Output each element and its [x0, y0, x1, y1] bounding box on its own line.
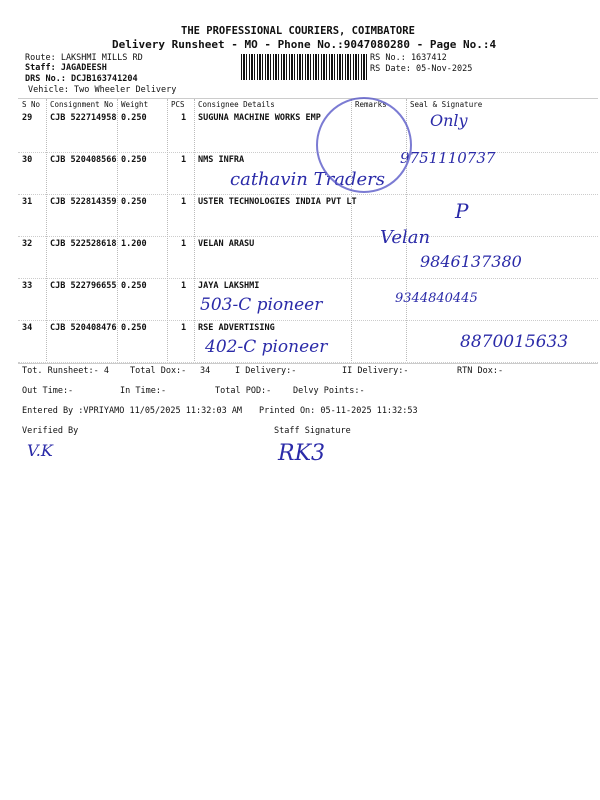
cell-weight: 0.250: [121, 323, 147, 333]
column-header: Consignee Details: [198, 100, 275, 109]
cell-weight: 0.250: [121, 197, 147, 207]
cell-consignee: RSE ADVERTISING: [198, 323, 275, 333]
handwritten-phone: 8870015633: [460, 332, 569, 352]
total-dox-label: Total Dox:-: [130, 366, 187, 376]
printed-on: Printed On: 05-11-2025 11:32:53: [259, 406, 418, 416]
column-header: PCS: [171, 100, 185, 109]
out-time: Out Time:-: [22, 386, 74, 396]
handwritten-note: Only: [430, 111, 468, 130]
cell-cn: CJB 522714958: [50, 113, 117, 123]
company-stamp: [316, 97, 412, 193]
handwritten-phone: 9846137380: [420, 252, 522, 271]
runsheet-title: Delivery Runsheet - MO - Phone No.:9047080280 - Page No.:4: [112, 38, 497, 51]
total-pod: Total POD:-: [215, 386, 272, 396]
staff-signature: RK3: [278, 441, 325, 466]
drs-number: DRS No.: DCJB163741204: [25, 74, 138, 84]
barcode: [241, 54, 367, 80]
staff-signature-label: Staff Signature: [274, 426, 351, 436]
handwritten-phone: 9344840445: [395, 291, 478, 306]
handwritten-note: cathavin Traders: [230, 169, 385, 190]
cell-weight: 0.250: [121, 281, 147, 291]
column-header: S No: [22, 100, 41, 109]
cell-cn: CJB 520408476: [50, 323, 117, 333]
cell-pcs: 1: [181, 113, 187, 123]
handwritten-phone: 9751110737: [400, 149, 496, 167]
cell-cn: CJB 522796655: [50, 281, 117, 291]
handwritten-note: 503-C pioneer: [200, 295, 323, 315]
total-dox-value: 34: [200, 366, 211, 376]
vehicle: Vehicle: Two Wheeler Delivery: [28, 85, 177, 95]
column-header: Weight: [121, 100, 149, 109]
cell-cn: CJB 522814359: [50, 197, 117, 207]
cell-cn: CJB 520408566: [50, 155, 117, 165]
verified-by-label: Verified By: [22, 426, 79, 436]
handwritten-note: P: [455, 199, 469, 223]
cell-pcs: 1: [181, 323, 187, 333]
cell-sno: 31: [22, 197, 33, 207]
cell-sno: 32: [22, 239, 33, 249]
cell-sno: 34: [22, 323, 33, 333]
cell-pcs: 1: [181, 197, 187, 207]
handwritten-note: 402-C pioneer: [205, 337, 328, 357]
delvy-points: Delvy Points:-: [293, 386, 365, 396]
cell-consignee: USTER TECHNOLOGIES INDIA PVT LT: [198, 197, 357, 207]
cell-consignee: SUGUNA MACHINE WORKS EMP: [198, 113, 321, 123]
cell-weight: 1.200: [121, 239, 147, 249]
column-header: Remarks: [355, 100, 387, 109]
cell-pcs: 1: [181, 155, 187, 165]
cell-weight: 0.250: [121, 155, 147, 165]
in-time: In Time:-: [120, 386, 167, 396]
verified-signature: V.K: [27, 441, 53, 460]
cell-sno: 33: [22, 281, 33, 291]
cell-pcs: 1: [181, 239, 187, 249]
cell-pcs: 1: [181, 281, 187, 291]
rs-number: RS No.: 1637412: [370, 53, 447, 63]
cell-consignee: NMS INFRA: [198, 155, 245, 165]
cell-consignee: VELAN ARASU: [198, 239, 255, 249]
cell-consignee: JAYA LAKSHMI: [198, 281, 260, 291]
rs-date: RS Date: 05-Nov-2025: [370, 64, 473, 74]
cell-weight: 0.250: [121, 113, 147, 123]
entered-by: Entered By :VPRIYAMO 11/05/2025 11:32:03 AM: [22, 406, 243, 416]
route: Route: LAKSHMI MILLS RD: [25, 53, 143, 63]
cell-cn: CJB 522528618: [50, 239, 117, 249]
company-name: THE PROFESSIONAL COURIERS, COIMBATORE: [181, 25, 415, 37]
cell-sno: 29: [22, 113, 33, 123]
staff: Staff: JAGADEESH: [25, 63, 107, 73]
cell-sno: 30: [22, 155, 33, 165]
handwritten-note: Velan: [380, 227, 431, 248]
column-header: Consignment No: [50, 100, 114, 109]
tot-runsheet: Tot. Runsheet:- 4: [22, 366, 109, 376]
ii-delivery: II Delivery:-: [342, 366, 409, 376]
rtn-dox: RTN Dox:-: [457, 366, 504, 376]
column-header: Seal & Signature: [410, 100, 483, 109]
i-delivery: I Delivery:-: [235, 366, 297, 376]
